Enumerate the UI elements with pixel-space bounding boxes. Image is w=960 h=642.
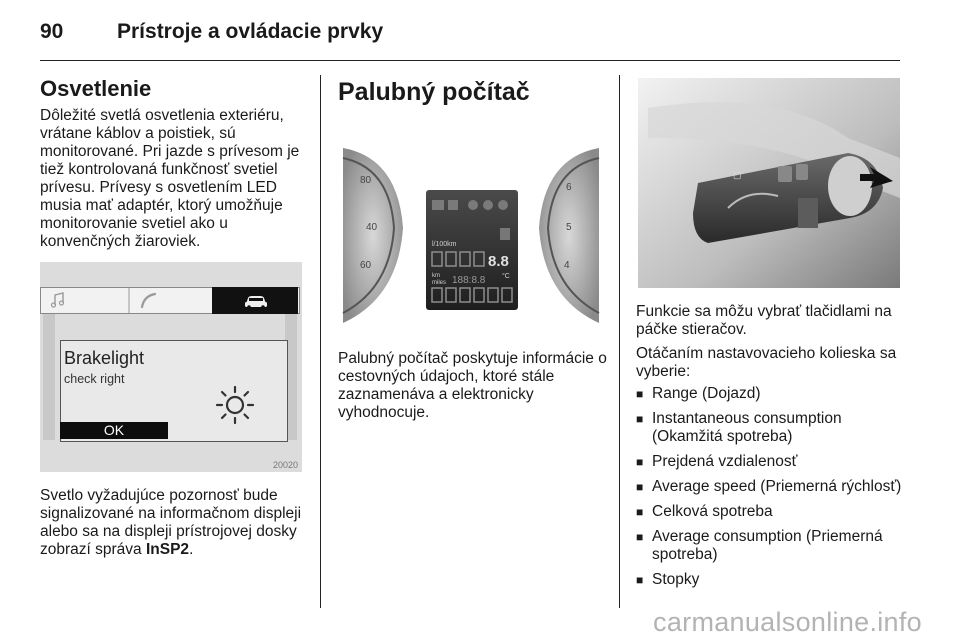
list-item: ■ Average consumption (Priemerná spotreba)	[636, 528, 883, 563]
warning-icon-2	[448, 200, 458, 210]
unit-miles: miles	[432, 280, 447, 286]
svg-text:▢: ▢	[733, 170, 742, 180]
svg-text:6: 6	[566, 182, 572, 193]
list-item: ■ Instantaneous consumption (Okamžitá spotreba)	[636, 410, 842, 445]
warning-text: Svetlo vyžadujúce pozornosť bude signalizované na informačnom displeji alebo sa na displeji prístrojovej dosky zobrazí správa	[40, 487, 302, 558]
warning-icon-5	[498, 200, 508, 210]
svg-text:4: 4	[564, 260, 570, 271]
fuel-pump-icon	[500, 228, 510, 240]
bullet-icon: ■	[636, 387, 644, 401]
warning-end: .	[189, 541, 194, 558]
brakelight-display-figure	[40, 262, 302, 472]
figure-code: 20020	[272, 460, 298, 470]
bullet-icon: ■	[636, 455, 644, 469]
bullet-icon: ■	[636, 573, 644, 587]
unit-consumption: l/100km	[432, 241, 457, 248]
list-item: ■ Range (Dojazd)	[636, 385, 761, 402]
page-header-title: Prístroje a ovládacie prvky	[117, 20, 384, 43]
lighting-paragraph: Dôležité svetlá osvetlenia exteriéru, vrátane káblov a poistiek, sú monitorované. Pri jazde s prívesom je tiež kontrolovaná funkčnosť svetiel prívesu. Prívesy s osvetlením LED musia mať adaptér, ktorý umožňuje monitorovanie svetiel ako u konvenčných žiaroviek.	[40, 107, 300, 250]
info-button	[778, 166, 792, 182]
list-item: ■ Celková spotreba	[636, 503, 773, 520]
svg-text:5: 5	[566, 222, 572, 233]
svg-text:60: 60	[360, 260, 372, 271]
bullet-icon: ■	[636, 505, 644, 519]
section-heading-lighting: Osvetlenie	[40, 76, 152, 101]
wiper-stalk-figure	[638, 78, 900, 288]
instrument-cluster-figure	[338, 118, 604, 338]
selection-paragraph: Otáčaním nastavovacieho kolieska sa vyberie:	[636, 345, 897, 380]
warning-icon-3	[468, 200, 478, 210]
header-rule	[40, 60, 900, 61]
message-subtitle: check right	[64, 372, 125, 386]
list-item: ■ Prejdená vzdialenosť	[636, 453, 798, 470]
column-divider-2	[619, 75, 620, 608]
functions-paragraph: Funkcie sa môžu vybrať tlačidlami na páčke stieračov.	[636, 303, 892, 338]
unit-km: km	[432, 273, 440, 279]
list-item: ■ Average speed (Priemerná rýchlosť)	[636, 478, 902, 495]
music-note-icon	[52, 293, 64, 307]
message-title: Brakelight	[64, 348, 145, 368]
car-tab-active	[212, 287, 298, 314]
warning-icon-1	[432, 200, 444, 210]
page-number: 90	[40, 20, 64, 43]
column-divider-1	[320, 75, 321, 608]
car-icon	[212, 287, 298, 314]
svg-text:8.8: 8.8	[488, 253, 509, 270]
svg-text:80: 80	[360, 175, 372, 186]
ok-button: OK	[60, 422, 168, 439]
bulb-warning-icon	[210, 380, 260, 430]
svg-text:188:8.8: 188:8.8	[452, 275, 486, 286]
reset-button	[796, 164, 808, 180]
bullet-icon: ■	[636, 530, 644, 544]
svg-text:40: 40	[366, 222, 378, 233]
unit-temp: °C	[502, 273, 510, 280]
section-heading-board-computer: Palubný počítač	[338, 78, 530, 106]
list-item: ■ Stopky	[636, 571, 700, 588]
board-computer-paragraph: Palubný počítač poskytuje informácie o cestovných údajoch, ktoré stále zaznamenáva a elektronicky vyhodnocuje.	[338, 350, 607, 421]
insp2-term: InSP2	[145, 541, 190, 558]
warning-icon-4	[483, 200, 493, 210]
stalk-knob	[828, 156, 872, 216]
phone-handset-icon	[142, 294, 155, 307]
bullet-icon: ■	[636, 480, 644, 494]
function-list	[636, 385, 904, 596]
lighting-warning-paragraph	[40, 487, 310, 559]
watermark: carmanualsonline.info	[653, 607, 922, 637]
bullet-icon: ■	[636, 412, 644, 426]
adjustment-wheel	[798, 198, 818, 228]
